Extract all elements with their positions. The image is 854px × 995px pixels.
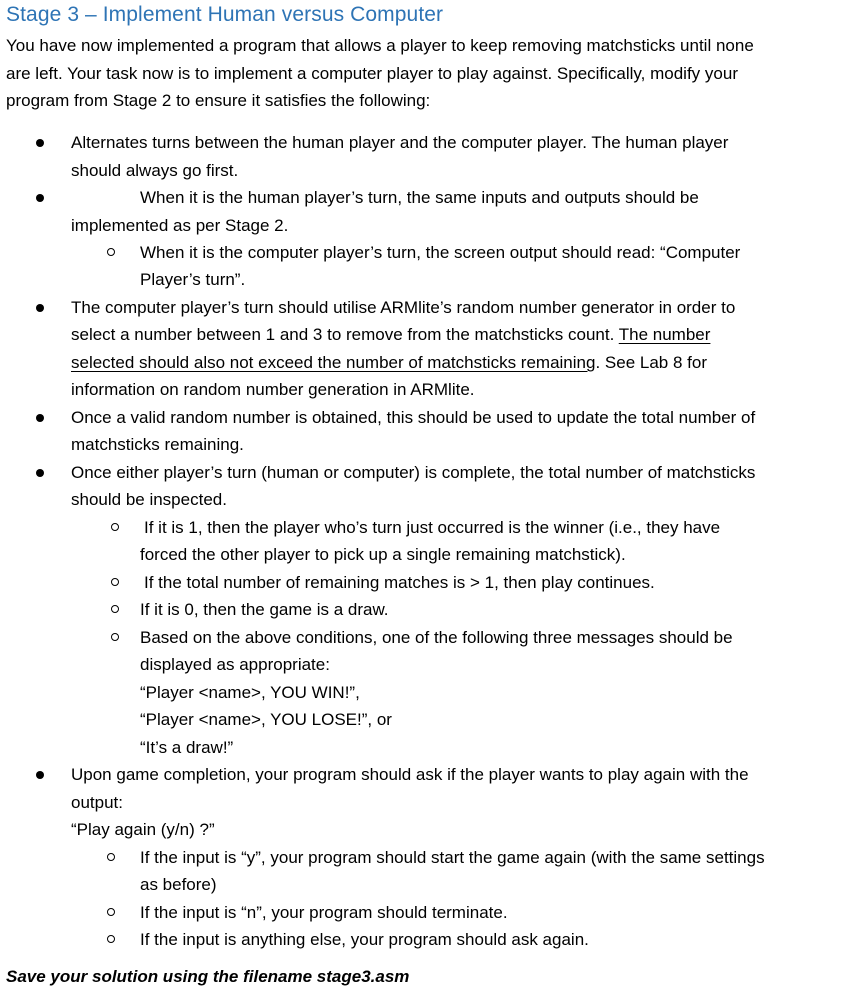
sub-item-text: If the total number of remaining matches is > 1, then play continues.	[144, 573, 655, 592]
sub-item-text: If the input is “n”, your program should terminate.	[140, 903, 508, 922]
save-instruction: Save your solution using the filename stage3.asm	[6, 967, 410, 986]
sub-bullet-circle	[107, 908, 115, 916]
list-item-text: should always go first.	[71, 161, 239, 180]
sub-bullet-circle	[107, 935, 115, 943]
sub-item-text: displayed as appropriate:	[140, 655, 330, 674]
sub-item-text: If it is 1, then the player who’s turn just occurred is the winner (i.e., they have	[144, 518, 721, 537]
list-item-text: Upon game completion, your program should ask if the player wants to play again with the	[71, 765, 749, 784]
intro-line: program from Stage 2 to ensure it satisfies the following:	[6, 91, 431, 110]
sub-item-text: forced the other player to pick up a single remaining matchstick).	[140, 545, 626, 564]
list-item-text: matchsticks remaining.	[71, 435, 244, 454]
sub-item-text: Based on the above conditions, one of the following three messages should be	[140, 628, 733, 647]
sub-item-text: Player’s turn”.	[140, 270, 246, 289]
message-text: “Player <name>, YOU LOSE!”, or	[140, 710, 392, 729]
list-item-text: When it is the human player’s turn, the same inputs and outputs should be	[140, 188, 699, 207]
sub-bullet-circle	[111, 523, 119, 531]
list-item-text: Once a valid random number is obtained, this should be used to update the total number of	[71, 408, 756, 427]
bullet-dot	[36, 469, 44, 477]
sub-bullet-circle	[107, 853, 115, 861]
list-item-text: The computer player’s turn should utilise ARMlite’s random number generator in order to	[71, 298, 736, 317]
sub-bullet-circle	[111, 633, 119, 641]
list-item-text-part: . See Lab 8 for	[595, 353, 707, 372]
bullet-dot	[36, 771, 44, 779]
list-item-text: implemented as per Stage 2.	[71, 216, 289, 235]
underlined-text: The number	[618, 325, 711, 344]
sub-bullet-circle	[111, 578, 119, 586]
list-item-text	[71, 321, 710, 349]
bullet-dot	[36, 139, 44, 147]
message-text: “Player <name>, YOU WIN!”,	[140, 683, 360, 702]
sub-item-text: If the input is “y”, your program should start the game again (with the same settings	[140, 848, 765, 867]
bullet-dot	[36, 414, 44, 422]
intro-line: You have now implemented a program that allows a player to keep removing matchsticks until none	[6, 36, 754, 55]
list-item-text	[71, 349, 707, 377]
intro-line: are left. Your task now is to implement a computer player to play against. Specifically, modify your	[6, 63, 738, 83]
message-text: “Play again (y/n) ?”	[71, 820, 215, 839]
list-item-text: Alternates turns between the human player and the computer player. The human player	[71, 133, 729, 152]
intro-paragraph	[6, 32, 848, 115]
list-item-text-part: select a number between 1 and 3 to remove from the matchsticks count.	[71, 325, 619, 344]
list-item-text: Once either player’s turn (human or computer) is complete, the total number of matchsticks	[71, 463, 756, 482]
sub-bullet-circle	[111, 605, 119, 613]
underlined-text: selected should also not exceed the number of matchsticks remaining	[71, 353, 596, 372]
list-item-text: should be inspected.	[71, 490, 227, 509]
sub-item-text: If it is 0, then the game is a draw.	[140, 600, 389, 619]
bullet-dot	[36, 194, 44, 202]
sub-item-text: as before)	[140, 875, 217, 894]
sub-bullet-circle	[107, 248, 115, 256]
list-item-text: information on random number generation in ARMlite.	[71, 380, 475, 399]
sub-item-text: When it is the computer player’s turn, the screen output should read: “Computer	[140, 243, 741, 262]
sub-item-text: If the input is anything else, your program should ask again.	[140, 930, 589, 949]
list-item-text: output:	[71, 793, 123, 812]
section-heading: Stage 3 – Implement Human versus Computer	[6, 3, 444, 26]
bullet-dot	[36, 304, 44, 312]
message-text: “It’s a draw!”	[140, 738, 234, 757]
